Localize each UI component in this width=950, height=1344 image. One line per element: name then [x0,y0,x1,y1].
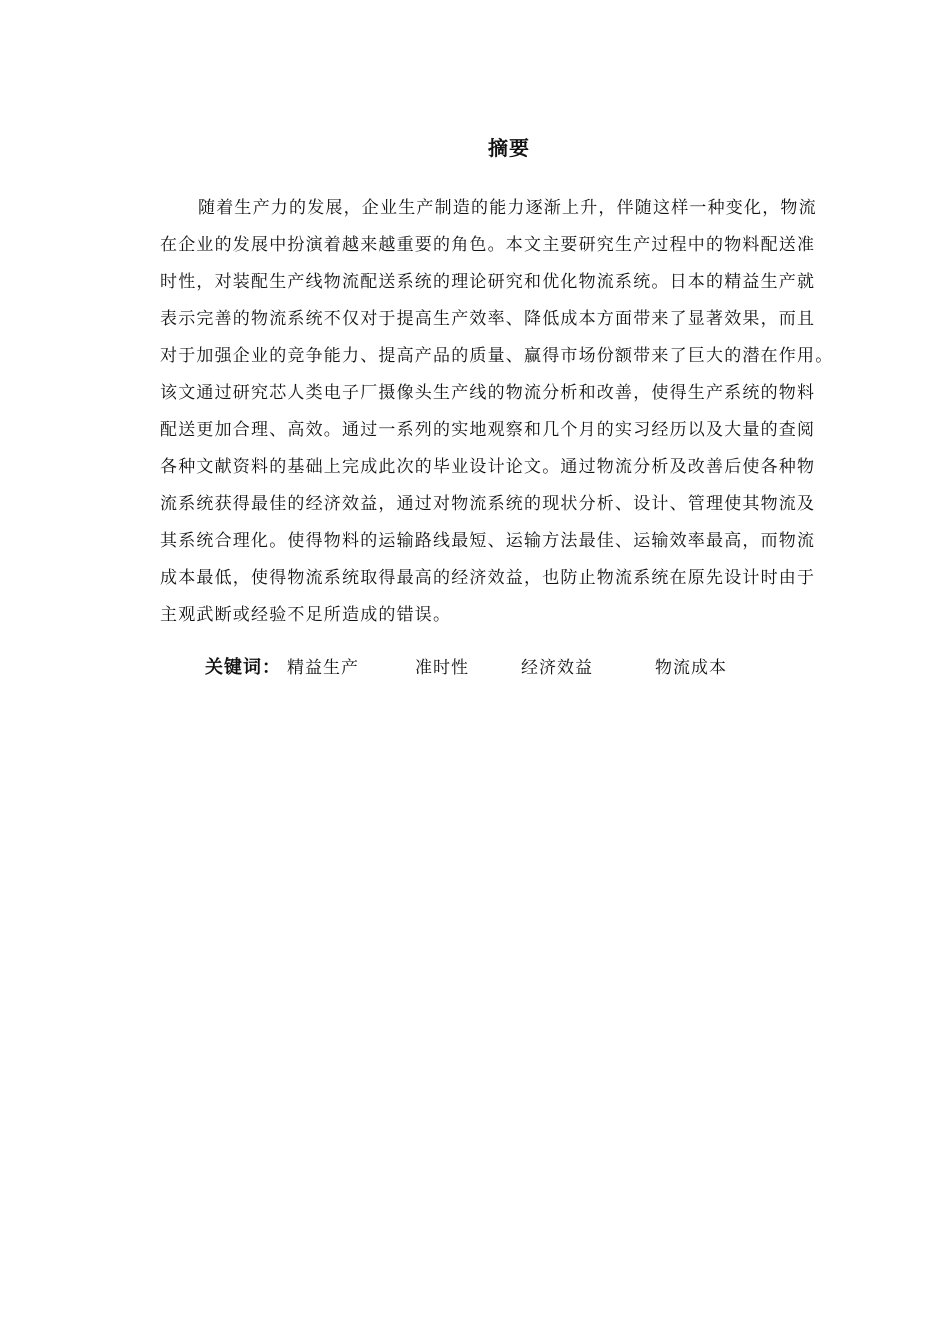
keyword: 物流成本 [655,658,727,678]
abstract-line: 各种文献资料的基础上完成此次的毕业设计论文。通过物流分析及改善后使各种物 [160,457,816,477]
keyword: 准时性 [415,658,469,678]
abstract-line: 该文通过研究芯人类电子厂摄像头生产线的物流分析和改善，使得生产系统的物料 [160,383,816,403]
abstract-line: 随着生产力的发展，企业生产制造的能力逐渐上升，伴随这样一种变化，物流 [198,198,817,218]
abstract-line: 对于加强企业的竞争能力、提高产品的质量、赢得市场份额带来了巨大的潜在作用。 [160,346,834,366]
abstract-line: 表示完善的物流系统不仅对于提高生产效率、降低成本方面带来了显著效果，而且 [160,309,816,329]
keyword: 精益生产 [287,658,359,678]
abstract-line: 在企业的发展中扮演着越来越重要的角色。本文主要研究生产过程中的物料配送准 [160,235,816,255]
abstract-body [160,194,860,638]
abstract-line: 流系统获得最佳的经济效益，通过对物流系统的现状分析、设计、管理使其物流及 [160,494,816,514]
keyword: 经济效益 [521,658,593,678]
keywords-row [205,654,727,682]
page-title: 摘要 [488,136,530,160]
abstract-line: 成本最低，使得物流系统取得最高的经济效益，也防止物流系统在原先设计时由于 [160,568,816,588]
abstract-line: 主观武断或经验不足所造成的错误。 [160,605,452,625]
abstract-line: 其系统合理化。使得物料的运输路线最短、运输方法最佳、运输效率最高，而物流 [160,531,816,551]
abstract-line: 时性，对装配生产线物流配送系统的理论研究和优化物流系统。日本的精益生产就 [160,272,816,292]
keywords-label: 关键词： [205,657,281,678]
abstract-line: 配送更加合理、高效。通过一系列的实地观察和几个月的实习经历以及大量的查阅 [160,420,816,440]
